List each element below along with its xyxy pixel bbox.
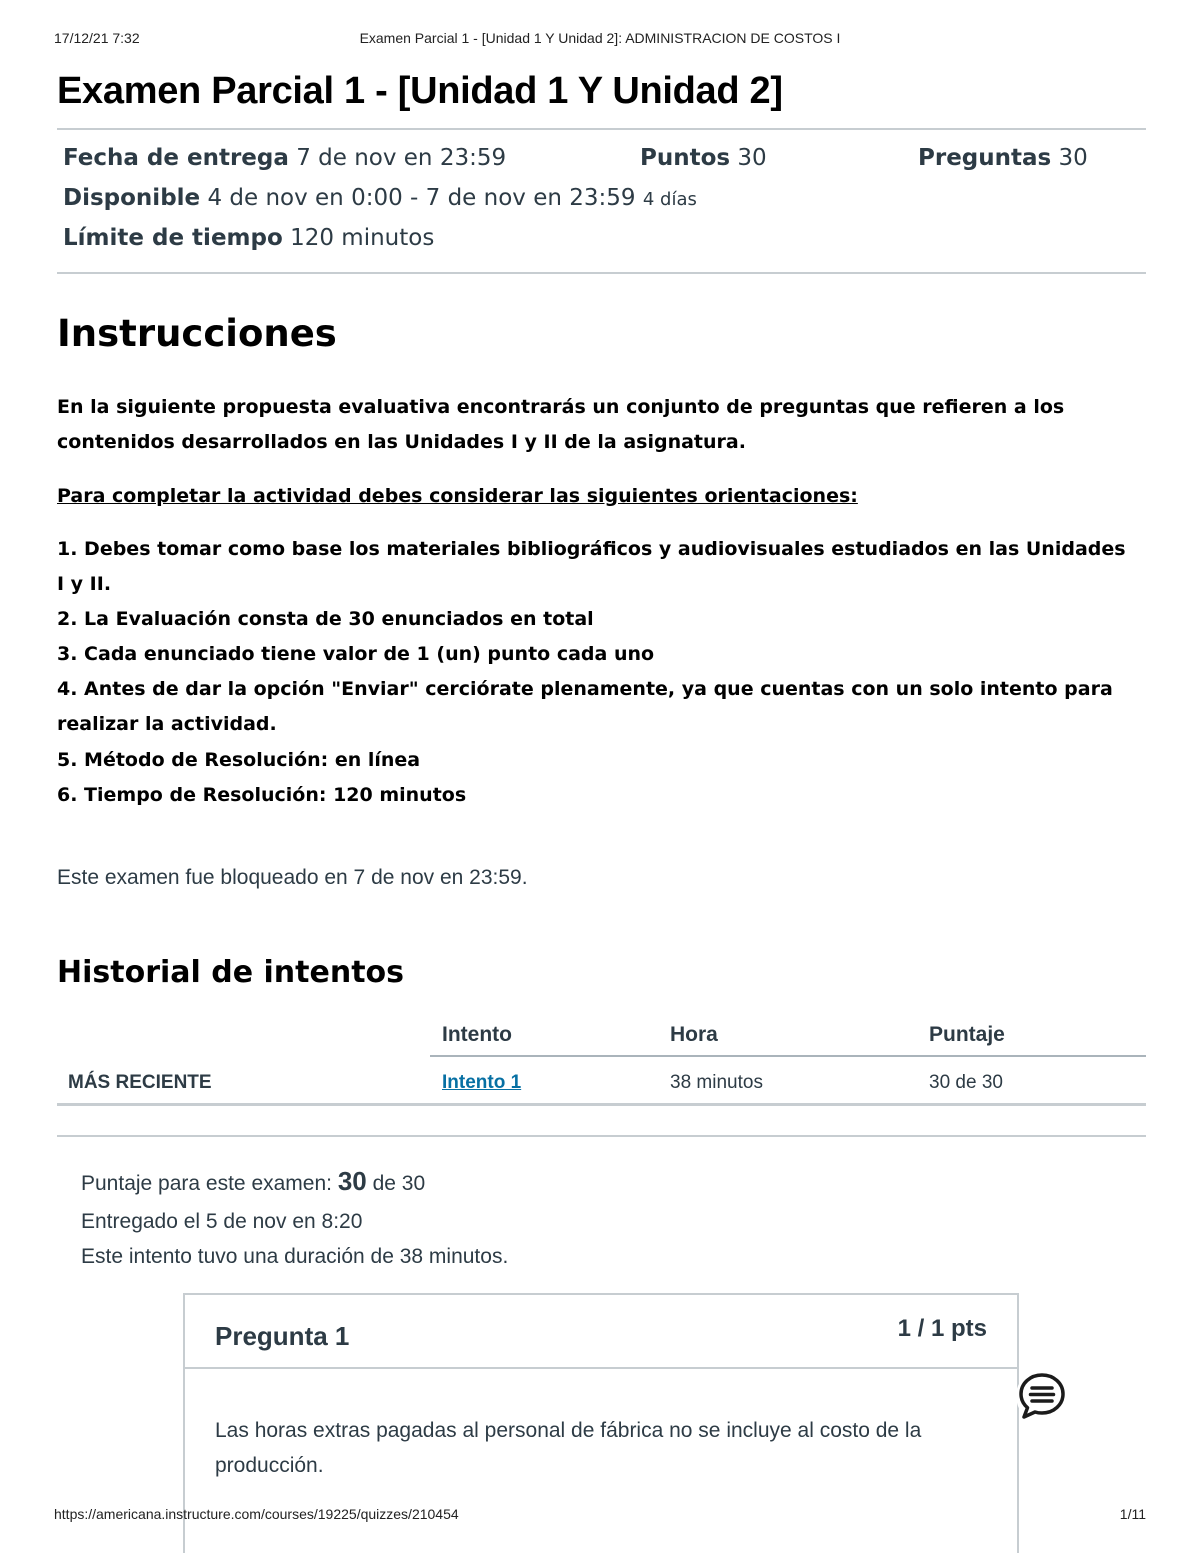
orientations-heading xyxy=(57,479,1147,514)
instructions-intro-line: En la siguiente propuesta evaluativa encontrarás un conjunto de preguntas que refieren a los xyxy=(57,396,1065,418)
history-header-line xyxy=(430,1055,1146,1057)
attempt-link[interactable]: Intento 1 xyxy=(442,1072,522,1093)
divider xyxy=(57,1135,1146,1137)
chat-bubble-icon xyxy=(1016,1370,1068,1422)
chat-button[interactable] xyxy=(1016,1370,1068,1422)
divider xyxy=(57,128,1146,130)
questions-value: 30 xyxy=(1058,145,1088,171)
print-page-number: 1/11 xyxy=(1119,1506,1146,1522)
score-prefix: Puntaje para este examen: xyxy=(81,1172,332,1195)
print-date: 17/12/21 7:32 xyxy=(54,30,140,46)
history-row-attempt xyxy=(442,1072,521,1094)
history-row-score: 30 de 30 xyxy=(929,1072,1003,1093)
instruction-item: 3. Cada enunciado tiene valor de 1 (un) punto cada uno xyxy=(57,643,655,665)
instruction-item: 6. Tiempo de Resolución: 120 minutos xyxy=(57,784,467,806)
due-date-value: 7 de nov en 23:59 xyxy=(296,145,507,171)
question-header xyxy=(185,1295,1017,1369)
questions-label: Preguntas xyxy=(918,145,1052,171)
attempt-duration: Este intento tuvo una duración de 38 minutos. xyxy=(81,1245,509,1268)
score-summary xyxy=(81,1166,425,1197)
history-col-score: Puntaje xyxy=(929,1023,1005,1046)
print-header xyxy=(54,30,1146,50)
due-date-row xyxy=(63,145,506,171)
points-value: 30 xyxy=(737,145,767,171)
time-limit-value: 120 minutos xyxy=(290,225,435,251)
time-limit-row xyxy=(63,225,434,251)
history-row-label: MÁS RECIENTE xyxy=(68,1072,212,1093)
question-points: 1 / 1 pts xyxy=(897,1315,987,1342)
print-doc-title: Examen Parcial 1 - [Unidad 1 Y Unidad 2]: ADMINISTRACION DE COSTOS I xyxy=(359,30,841,46)
available-label: Disponible xyxy=(63,185,201,211)
locked-note: Este examen fue bloqueado en 7 de nov en 23:59. xyxy=(57,866,528,889)
page-title: Examen Parcial 1 - [Unidad 1 Y Unidad 2] xyxy=(57,70,783,112)
history-col-attempt: Intento xyxy=(442,1023,512,1046)
question-border xyxy=(1017,1435,1019,1553)
instructions-intro-line: contenidos desarrollados en las Unidades I y II de la asignatura. xyxy=(57,431,746,453)
time-limit-label: Límite de tiempo xyxy=(63,225,283,251)
available-row xyxy=(63,185,697,211)
question-text: Las horas extras pagadas al personal de fábrica no se incluye al costo de la producción. xyxy=(215,1419,922,1477)
history-row-time: 38 minutos xyxy=(670,1072,763,1093)
history-col-time: Hora xyxy=(670,1023,718,1046)
points-row xyxy=(640,145,767,171)
instruction-item: realizar la actividad. xyxy=(57,713,277,735)
divider xyxy=(57,272,1146,274)
available-value: 4 de nov en 0:00 - 7 de nov en 23:59 xyxy=(207,185,636,211)
points-label: Puntos xyxy=(640,145,731,171)
score-suffix: de 30 xyxy=(372,1172,426,1195)
score-value: 30 xyxy=(337,1166,367,1196)
submitted-at: Entregado el 5 de nov en 8:20 xyxy=(81,1210,363,1233)
instruction-item: 2. La Evaluación consta de 30 enunciados en total xyxy=(57,608,594,630)
instruction-item: 5. Método de Resolución: en línea xyxy=(57,749,421,771)
available-days: 4 días xyxy=(642,189,697,210)
due-date-label: Fecha de entrega xyxy=(63,145,289,171)
question-title: Pregunta 1 xyxy=(215,1321,350,1351)
history-heading: Historial de intentos xyxy=(57,955,405,990)
print-footer xyxy=(54,1506,1146,1526)
instruction-item: I y II. xyxy=(57,573,112,595)
instruction-item: 4. Antes de dar la opción "Enviar" cerciórate plenamente, ya que cuentas con un solo intento para xyxy=(57,678,1113,700)
questions-row xyxy=(918,145,1088,171)
instruction-item: 1. Debes tomar como base los materiales bibliográficos y audiovisuales estudiados en las Unidades xyxy=(57,538,1126,560)
print-url: https://americana.instructure.com/courses/19225/quizzes/210454 xyxy=(54,1506,459,1522)
instructions-heading: Instrucciones xyxy=(57,312,337,355)
orientations-heading-text: Para completar la actividad debes considerar las siguientes orientaciones: xyxy=(57,485,858,507)
history-row-line xyxy=(57,1103,1146,1106)
